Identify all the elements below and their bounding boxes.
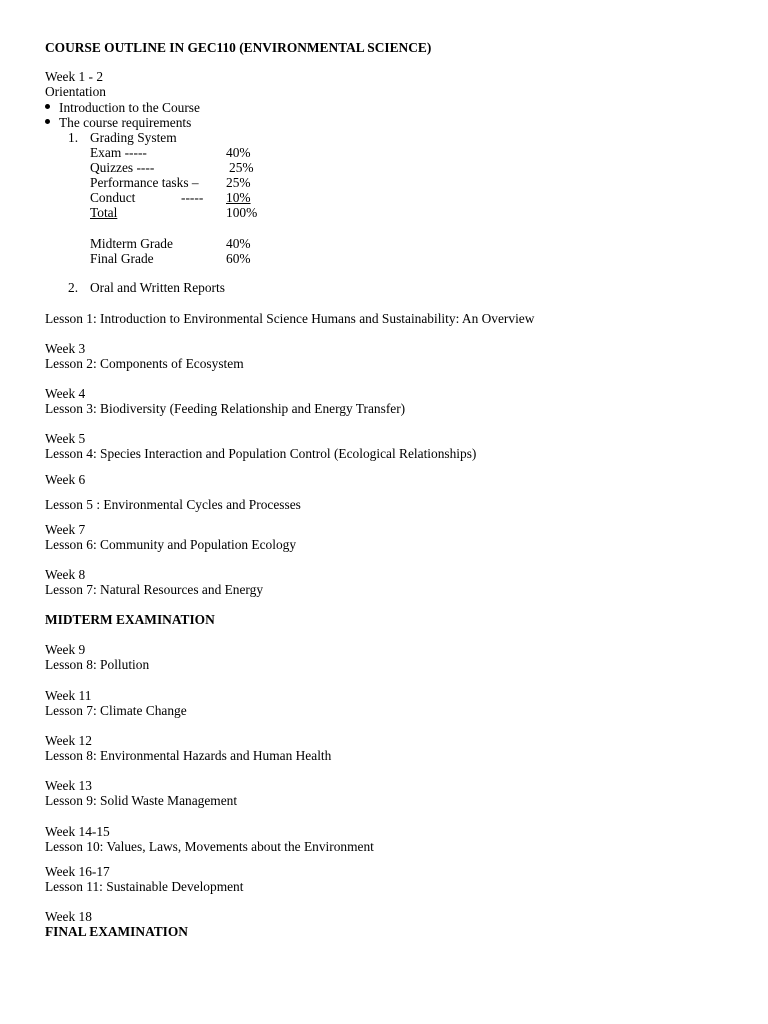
lesson-title: Lesson 7: Climate Change xyxy=(45,703,187,718)
grade-row-value: 40% xyxy=(226,145,251,160)
midterm-grade-label: Midterm Grade xyxy=(90,236,173,251)
list-number: 2. xyxy=(68,280,79,295)
week-label: Week 4 xyxy=(45,386,86,401)
bullet-icon xyxy=(45,119,50,124)
lesson-title: Lesson 3: Biodiversity (Feeding Relationship and Energy Transfer) xyxy=(45,401,406,416)
lesson-title: Lesson 5 : Environmental Cycles and Processes xyxy=(45,497,301,512)
grade-total-label: Total xyxy=(90,205,118,220)
final-exam-heading: FINAL EXAMINATION xyxy=(45,924,188,939)
bullet-item: The course requirements xyxy=(59,115,192,130)
grade-row-dashes: ----- xyxy=(181,190,204,205)
midterm-exam-heading: MIDTERM EXAMINATION xyxy=(45,612,215,627)
week-label: Week 12 xyxy=(45,733,92,748)
grade-row-value: 25% xyxy=(229,160,254,175)
week-label: Week 18 xyxy=(45,909,92,924)
week-label: Week 6 xyxy=(45,472,86,487)
grade-row-label: Performance tasks – xyxy=(90,175,199,190)
reports-label: Oral and Written Reports xyxy=(90,280,225,295)
week-label: Week 9 xyxy=(45,642,86,657)
final-grade-value: 60% xyxy=(226,251,251,266)
lesson-title: Lesson 2: Components of Ecosystem xyxy=(45,356,244,371)
midterm-grade-value: 40% xyxy=(226,236,251,251)
week-label: Week 13 xyxy=(45,778,92,793)
grade-row-label: Quizzes ---- xyxy=(90,160,155,175)
grade-row-label: Conduct xyxy=(90,190,136,205)
lesson-title: Lesson 8: Environmental Hazards and Human Health xyxy=(45,748,332,763)
final-grade-label: Final Grade xyxy=(90,251,154,266)
grade-row-label: Exam ----- xyxy=(90,145,147,160)
bullet-item: Introduction to the Course xyxy=(59,100,200,115)
week-label: Week 1 - 2 xyxy=(45,69,104,84)
grade-row-value: 10% xyxy=(226,190,251,205)
week-label: Week 14-15 xyxy=(45,824,110,839)
lesson-title: Lesson 7: Natural Resources and Energy xyxy=(45,582,264,597)
orientation-heading: Orientation xyxy=(45,84,106,99)
week-label: Week 11 xyxy=(45,688,92,703)
lesson-title: Lesson 10: Values, Laws, Movements about the Environment xyxy=(45,839,374,854)
week-label: Week 7 xyxy=(45,522,86,537)
lesson-title: Lesson 4: Species Interaction and Population Control (Ecological Relationships) xyxy=(45,446,477,461)
lesson-title: Lesson 6: Community and Population Ecology xyxy=(45,537,297,552)
week-label: Week 16-17 xyxy=(45,864,110,879)
grade-total-value: 100% xyxy=(226,205,258,220)
week-label: Week 3 xyxy=(45,341,86,356)
lesson-title: Lesson 9: Solid Waste Management xyxy=(45,793,238,808)
lesson-title: Lesson 1: Introduction to Environmental Science Humans and Sustainability: An Overview xyxy=(45,311,535,326)
grading-system-label: Grading System xyxy=(90,130,177,145)
list-number: 1. xyxy=(68,130,79,145)
bullet-icon xyxy=(45,104,50,109)
week-label: Week 5 xyxy=(45,431,86,446)
lesson-title: Lesson 8: Pollution xyxy=(45,657,150,672)
document-title: COURSE OUTLINE IN GEC110 (ENVIRONMENTAL SCIENCE) xyxy=(45,40,432,55)
lesson-title: Lesson 11: Sustainable Development xyxy=(45,879,244,894)
week-label: Week 8 xyxy=(45,567,86,582)
grade-row-value: 25% xyxy=(226,175,251,190)
